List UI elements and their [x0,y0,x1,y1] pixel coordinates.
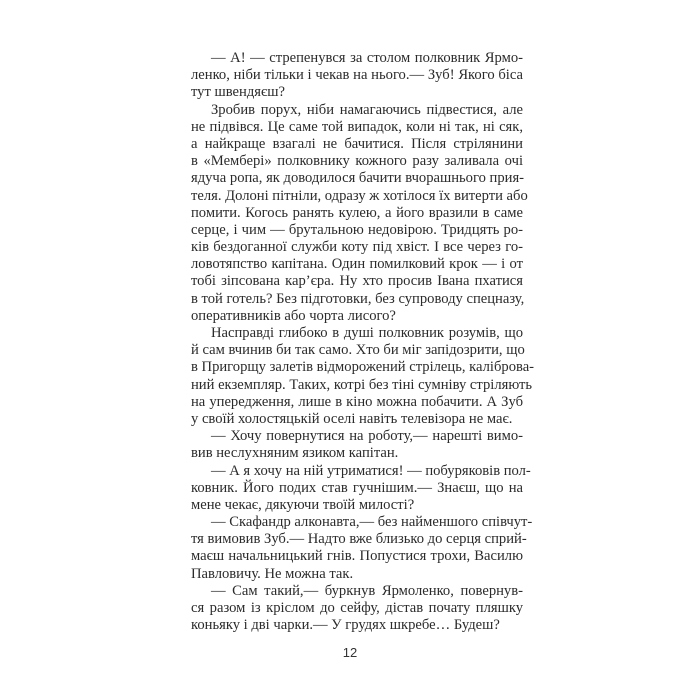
text-line: в Пригорщу залетів відморожений стрілець, каліброва- [191,359,535,376]
text-line: вив неслухняним язиком капітан. [191,445,399,462]
text-line: у своїй холостяцькій оселі навіть телевізора не має. [191,410,513,427]
text-line: мене чекає, дякуючи твоїй милості? [191,496,415,513]
text-line: ний екземпляр. Таких, котрі без тіні сумніву стріляють [191,376,533,393]
page-body-text [191,50,535,634]
text-line: Насправді глибоко в душі полковник розумів, що [211,325,523,341]
text-line: — А! — стрепенувся за столом полковник Ярмо- [211,50,523,66]
text-line: — Сам такий,— буркнув Ярмоленко, повернув- [211,582,523,599]
text-line: — Скафандр алконавта,— без найменшого співчут- [211,514,533,531]
text-line: — А я хочу на ній утриматися! — побуряковів пол- [211,462,531,479]
text-line: теля. Долоні пітніли, одразу ж хотілося їх витерти або [191,187,528,204]
text-line: й сам вчинив би так само. Хто би міг запідозрити, що [191,342,525,359]
text-line: — Хочу повернутися на роботу,— нарешті вимо- [211,428,523,445]
text-line: маєш начальницький гнів. Попустися трохи, Василю [191,548,523,565]
text-line: ядуча ропа, як доводилося бачити вчорашнього прия- [191,170,525,187]
text-line: серце, і чим — брутальною недовірою. Тридцять ро- [191,221,523,238]
text-line: Зробив порух, ніби намагаючись підвестися, але [211,101,523,118]
text-line: не підвівся. Це саме той випадок, коли ні так, ні сяк, [191,118,523,135]
text-line: в «Мембері» полковнику кожного разу заливала очі [191,153,523,170]
text-line: а найкраще взагалі не бачитися. Після стрілянини [191,135,523,152]
text-line: тобі зіпсована кар’єра. Ну хто просив Івана пхатися [191,273,523,290]
text-line: ленко, ніби тільки і чекав на нього.— Зуб! Якого біса [191,67,523,84]
text-line: коньяку і дві чарки.— У грудях шкребе… Будеш? [191,617,500,634]
text-line: оперативників або чорта лисого? [191,307,396,324]
page-number: 12 [342,645,358,660]
text-line: ків бездоганної служби коту під хвіст. І все через го- [191,239,523,256]
text-line: ловотяпство капітана. Один помилковий крок — і от [191,256,523,273]
text-line: в той готель? Без підготовки, без супроводу спецназу, [191,290,525,307]
text-line: Павловичу. Не можна так. [191,565,354,582]
text-line: на упередження, лише в кіно можна побачити. А Зуб [191,393,523,410]
text-line: тут швендяєш? [191,84,285,101]
text-line: помити. Когось ранять кулею, а його вразили в саме [191,204,523,221]
text-line: тя вимовив Зуб.— Надто вже близько до серця сприй- [191,531,527,548]
text-line: ся разом із кріслом до сейфу, дістав почату пляшку [191,600,523,616]
text-line: ковник. Його подих став гучнішим.— Знаєш, що на [191,479,523,496]
